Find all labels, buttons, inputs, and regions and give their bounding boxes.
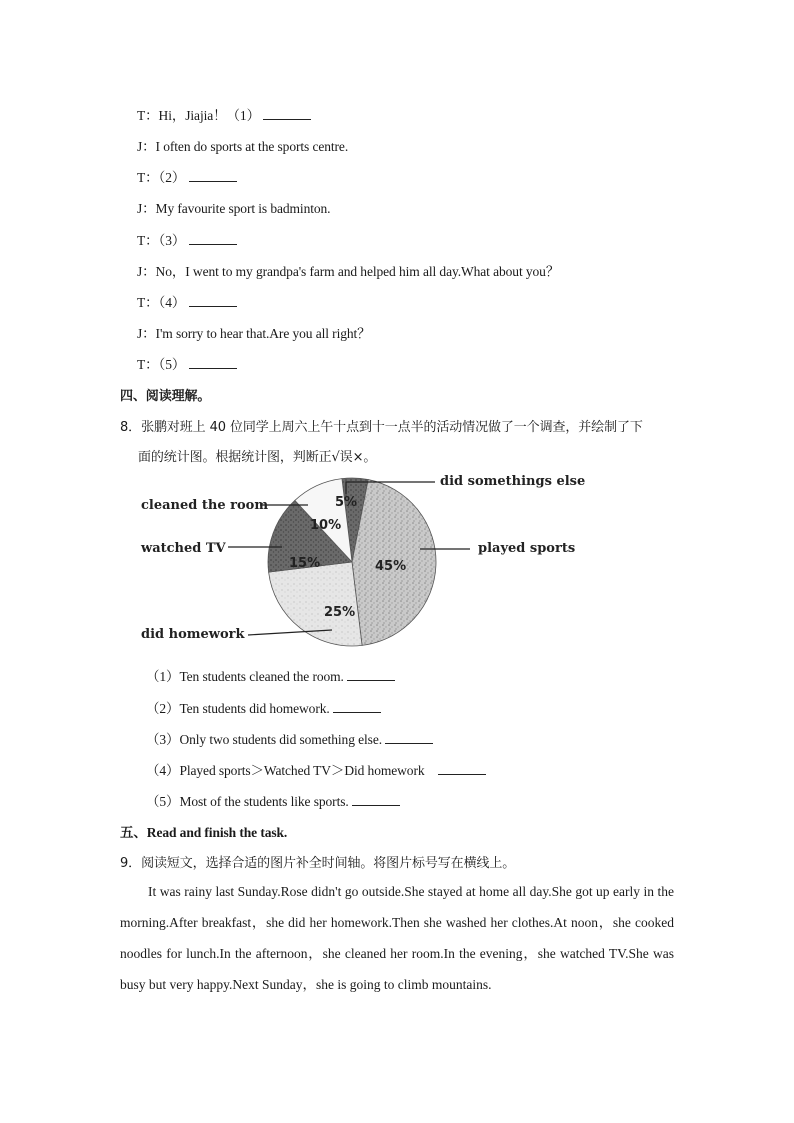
judgment-5: （5）Most of the students like sports. [146,790,400,810]
dialogue-line-4: J：My favourite sport is badminton. [137,201,331,216]
judgment-4: （4）Played sports＞Watched TV＞Did homework [146,759,486,779]
label-cleaned-the-room: cleaned the room [141,498,269,513]
judgment-blank-4[interactable] [438,762,486,775]
question-8-line-1: 8．张鹏对班上 40 位同学上周六上午十点到十一点半的活动情况做了一个调查，并绘制了下 [120,420,643,435]
answer-blank-1[interactable] [263,107,311,120]
dialogue-line-5: T：（3） [137,229,237,249]
label-watched-tv: watched TV [141,541,226,556]
judgment-blank-2[interactable] [333,700,381,713]
judgment-1: （1）Ten students cleaned the room. [146,665,395,685]
judgment-blank-1[interactable] [347,668,395,681]
dialogue-line-8: J：I'm sorry to hear that.Are you all right？ [137,326,371,341]
pct-label-else: 5% [335,495,358,510]
activity-pie-chart [130,468,590,648]
reading-passage: It was rainy last Sunday.Rose didn't go outside.She stayed at home all day.She got up early in the morning.After breakfast，she did her homework.Then she washed her clothes.At noon，she cooked noodles for lunch.In the afternoon，she cleaned her room.In the evening，she watched TV.She was busy but very happy.Next Sunday，she is going to climb mountains. [120,884,674,992]
answer-blank-3[interactable] [189,232,237,245]
label-did-homework: did homework [141,627,245,642]
pct-label-cleaned: 10% [310,518,342,533]
dialogue-line-3: T：（2） [137,166,237,186]
section-5-title: 五、Read and finish the task. [120,825,288,840]
pct-label-sports: 45% [375,559,407,574]
question-9-instruction: 9．阅读短文，选择合适的图片补全时间轴。将图片标号写在横线上。 [120,856,516,871]
answer-blank-2[interactable] [189,169,237,182]
section-4-title: 四、阅读理解。 [120,389,211,404]
answer-blank-5[interactable] [189,356,237,369]
answer-blank-4[interactable] [189,294,237,307]
label-did-somethings-else: did somethings else [440,474,586,489]
judgment-blank-3[interactable] [385,731,433,744]
dialogue-line-7: T：（4） [137,291,237,311]
judgment-blank-5[interactable] [352,793,400,806]
dialogue-line-9: T：（5） [137,353,237,373]
label-played-sports: played sports [478,541,576,556]
dialogue-line-1: T：Hi，Jiajia！（1） [137,104,311,124]
pct-label-homework: 25% [324,605,356,620]
pie-chart-svg [130,468,590,648]
dialogue-line-2: J：I often do sports at the sports centre. [137,139,349,154]
pct-label-tv: 15% [289,556,321,571]
question-8-line-2: 面的统计图。根据统计图，判断正√误×。 [138,450,377,465]
judgment-2: （2）Ten students did homework. [146,697,381,717]
judgment-3: （3）Only two students did something else. [146,728,433,748]
dialogue-line-6: J：No，I went to my grandpa's farm and helped him all day.What about you？ [137,264,560,279]
